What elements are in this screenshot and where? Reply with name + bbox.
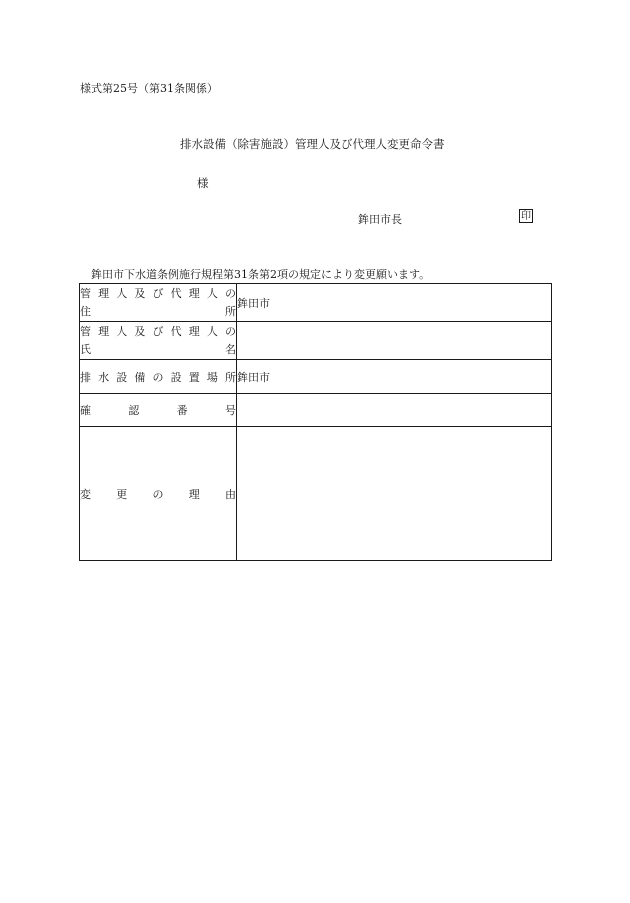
label-char: 設 xyxy=(116,370,128,384)
label-char: び xyxy=(152,324,164,338)
label-char: 番 xyxy=(176,404,188,417)
issuer-name: 鉾田市長 xyxy=(358,213,402,226)
value-change-reason[interactable] xyxy=(237,427,552,561)
seal-mark: 印 xyxy=(521,211,531,222)
label-char: 人 xyxy=(116,286,128,300)
label-line xyxy=(80,402,236,418)
label-change-reason xyxy=(80,427,237,561)
table-row xyxy=(80,394,552,427)
label-char: 及 xyxy=(134,324,146,338)
label-confirmation-number xyxy=(80,394,237,427)
label-char: の xyxy=(152,487,164,501)
value-manager-address[interactable]: 鉾田市 xyxy=(237,284,552,322)
label-char: 排 xyxy=(80,370,91,384)
label-char: 理 xyxy=(98,324,110,338)
label-char: の xyxy=(152,370,164,384)
label-char: の xyxy=(225,286,236,300)
label-line xyxy=(80,341,236,359)
value-install-location[interactable]: 鉾田市 xyxy=(237,360,552,394)
value-confirmation-number[interactable] xyxy=(237,394,552,427)
label-char: 理 xyxy=(188,487,200,501)
label-manager-address xyxy=(80,284,237,322)
label-char: 理 xyxy=(188,324,200,338)
table-row xyxy=(80,427,552,561)
label-char: 所 xyxy=(225,304,236,318)
label-char: 場 xyxy=(206,370,218,384)
label-line xyxy=(80,285,236,303)
label-manager-name xyxy=(80,322,237,360)
label-char: 号 xyxy=(224,404,236,417)
label-char: の xyxy=(225,324,236,338)
label-char: 代 xyxy=(170,324,182,338)
label-char: 人 xyxy=(206,324,218,338)
label-line xyxy=(80,486,236,502)
label-char: 管 xyxy=(80,324,91,338)
document-title: 排水設備（除害施設）管理人及び代理人変更命令書 xyxy=(180,137,445,151)
label-char: び xyxy=(152,286,164,300)
label-line xyxy=(80,369,236,385)
label-install-location xyxy=(80,360,237,394)
label-char: 代 xyxy=(170,286,182,300)
addressee-suffix: 様 xyxy=(197,176,209,190)
label-char: 設 xyxy=(170,370,182,384)
form-number: 様式第25号（第31条関係） xyxy=(80,82,218,95)
label-char: 管 xyxy=(80,286,91,300)
label-char: 更 xyxy=(116,487,128,501)
label-char: 認 xyxy=(128,404,140,417)
label-char: 置 xyxy=(188,370,200,384)
label-char: 理 xyxy=(188,286,200,300)
label-char: 水 xyxy=(98,370,110,384)
label-line xyxy=(80,323,236,341)
label-char: 備 xyxy=(134,370,146,384)
label-char: 人 xyxy=(116,324,128,338)
label-char: 住 xyxy=(80,304,91,318)
label-line xyxy=(80,303,236,321)
label-char: 人 xyxy=(206,286,218,300)
label-char: 由 xyxy=(225,487,236,501)
label-char: 理 xyxy=(98,286,110,300)
table-row xyxy=(80,360,552,394)
request-statement: 鉾田市下水道条例施行規程第31条第2項の規定により変更願います。 xyxy=(91,268,431,281)
table-row xyxy=(80,322,552,360)
form-table xyxy=(79,283,552,561)
value-manager-name[interactable] xyxy=(237,322,552,360)
label-char: 氏 xyxy=(80,342,91,356)
table-row xyxy=(80,284,552,322)
label-char: 名 xyxy=(225,342,236,356)
label-char: 確 xyxy=(80,404,91,417)
label-char: 変 xyxy=(80,487,91,501)
label-char: 所 xyxy=(225,370,236,384)
label-char: 及 xyxy=(134,286,146,300)
